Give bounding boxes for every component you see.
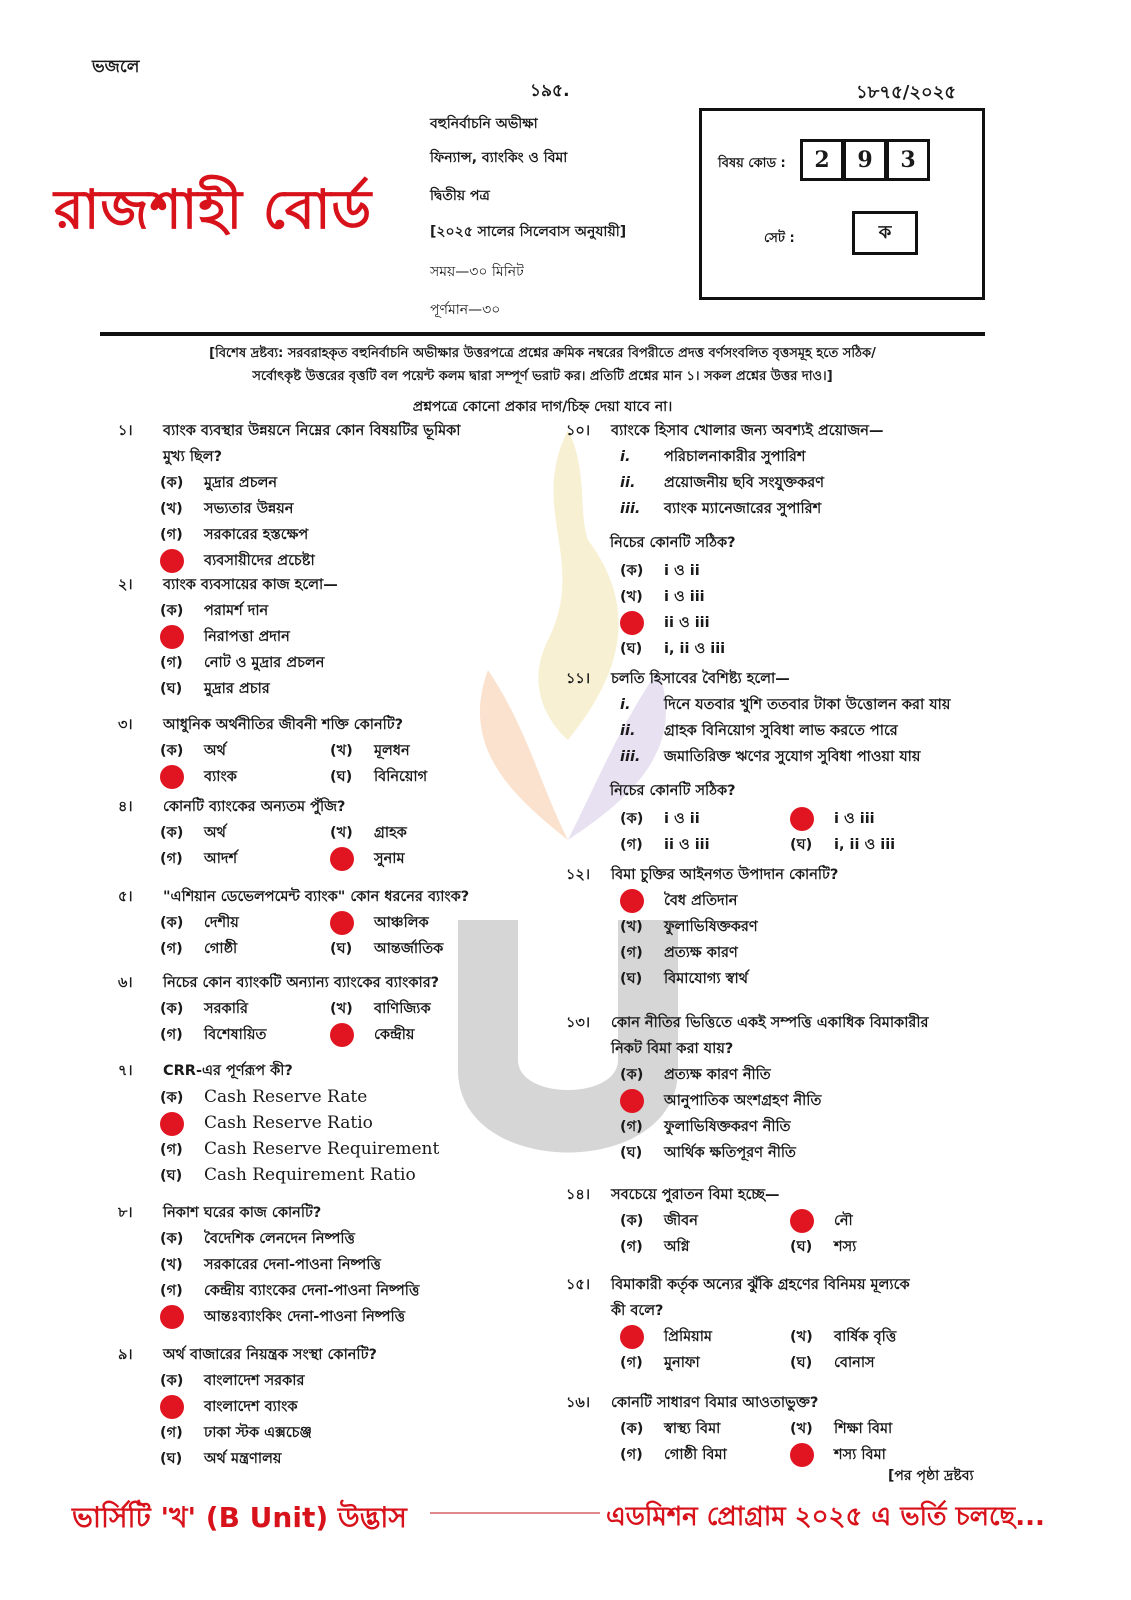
question-number: ৪। [118,799,133,815]
option-text: সভ্যতার উন্নয়ন [204,501,294,517]
option-item [620,806,700,832]
option-label: (ঘ) [790,1355,813,1371]
option-item [160,936,237,962]
question-number: ৫। [118,889,133,905]
question-text: কোনটি ব্যাংকের অন্যতম পুঁজি? [163,799,346,815]
subject-code-digit: 3 [886,139,930,181]
option-item [620,888,737,914]
board-title: রাজশাহী বোর্ড [54,178,373,241]
option-label: (ঘ) [160,1451,183,1467]
option-text: প্রত্যক্ষ কারণ [664,945,738,961]
question-text: বিমাকারী কর্তৃক অন্যের ঝুঁকি গ্রহণের বিনিময় মূল্যকে [611,1277,910,1293]
question-text: বিমা চুক্তির আইনগত উপাদান কোনটি? [611,867,839,883]
option-label: (খ) [620,919,643,935]
option-label: (খ) [160,501,183,517]
option-label: (গ) [160,1283,183,1299]
option-label: (গ) [160,527,183,543]
option-label: (গ) [160,1425,183,1441]
question-number: ১৬। [566,1395,591,1411]
option-label: (খ) [330,1001,353,1017]
question-number: ১৫। [566,1277,591,1293]
option-item [620,1140,796,1166]
option-text: দেশীয় [204,915,239,931]
option-item [160,624,290,650]
option-label: (গ) [620,1119,643,1135]
option-text: i ও iii [664,589,705,605]
option-label: (ক) [160,475,184,491]
subject-code-digit: 9 [843,139,887,181]
question-text: চলতি হিসাবের বৈশিষ্ট্য হলো— [611,671,790,687]
option-text: আদর্শ [204,851,238,867]
option-item [620,914,758,940]
option-text: আন্তর্জাতিক [374,941,444,957]
question-text: ব্যাংক ব্যবস্থার উন্নয়নে নিম্নের কোন বিষয়টির ভূমিকা [163,423,461,439]
footer-promo-left: ভার্সিটি 'খ' (B Unit) উদ্ভাস [72,1501,407,1534]
question-number: ৩। [118,717,133,733]
option-label: (ক) [160,825,184,841]
option-label: (গ) [620,1239,643,1255]
option-text: প্রত্যক্ষ কারণ নীতি [664,1067,771,1083]
divider [100,332,985,336]
filled-answer-bubble [160,625,184,649]
question-text: "এশিয়ান ডেভেলপমেন্ট ব্যাংক" কোন ধরনের ব্যাংক? [163,889,470,905]
option-text: আনুপাতিক অংশগ্রহণ নীতি [664,1093,822,1109]
statement-text: জমাতিরিক্ত ঋণের সুযোগ সুবিধা পাওয়া যায় [664,749,921,765]
option-item [620,636,725,662]
option-item [620,1350,700,1376]
option-text: Cash Reserve Ratio [204,1113,373,1133]
option-label: (গ) [160,851,183,867]
option-item [160,1084,367,1111]
option-text: ii ও iii [664,615,710,631]
option-item [790,1416,892,1442]
option-text: অর্থ [204,825,226,841]
option-text: বাংলাদেশ সরকার [204,1373,305,1389]
option-text: শিক্ষা বিমা [834,1421,893,1437]
option-text: ফুলাভিষিক্তকরণ [664,919,758,935]
option-label: (ঘ) [330,769,353,785]
option-item [620,584,705,610]
question-number: ১৪। [566,1187,591,1203]
option-label: (খ) [790,1421,813,1437]
statement-item [620,470,824,496]
option-item [330,996,431,1022]
document-year: ১৮৭৫/২০২৫ [856,82,957,103]
option-text: বিশেষায়িত [204,1027,267,1043]
option-text: পরামর্শ দান [204,603,269,619]
statement-text: ব্যাংক ম্যানেজারের সুপারিশ [664,501,822,517]
document-number: ১৯৫. [530,81,570,101]
instruction-line: [বিশেষ দ্রষ্টব্য: সরবরাহকৃত বহুনির্বাচনি অভীক্ষার উত্তরপত্রে প্রশ্নের ক্রমিক নম্বরের বিপরীতে প্রদত্ত বর্ণসংবলিত বৃত্তসমূহ হতে সঠিক/ [209,346,876,361]
option-label: (গ) [620,1447,643,1463]
option-item [330,764,427,790]
question-number: ১০। [566,423,591,439]
option-text: বার্ষিক বৃত্তি [834,1329,897,1345]
option-label: (ঘ) [620,1145,643,1161]
option-item [620,1088,821,1114]
option-item [160,846,237,872]
option-label: (গ) [160,1142,183,1158]
option-text: গ্রাহক [374,825,407,841]
handwritten-note: ভজলে [92,57,140,77]
option-item [160,820,226,846]
option-item [160,1446,281,1472]
option-item [790,806,875,832]
question-text: ব্যাংকে হিসাব খোলার জন্য অবশ্যই প্রয়োজন— [611,423,884,439]
exam-type: বহুনির্বাচনি অভীক্ষা [430,116,538,132]
option-item [160,910,239,936]
statement-text: গ্রাহক বিনিয়োগ সুবিধা লাভ করতে পারে [664,723,898,739]
option-text: গোষ্ঠী [204,941,238,957]
option-text: i ও iii [834,811,875,827]
option-item [620,1062,771,1088]
question-prompt: নিচের কোনটি সঠিক? [610,783,736,799]
question-text: আধুনিক অর্থনীতির জীবনী শক্তি কোনটি? [163,717,404,733]
paper-number: দ্বিতীয় পত্র [430,188,490,204]
filled-answer-bubble [160,765,184,789]
option-label: (গ) [160,941,183,957]
question-text: ব্যাংক ব্যবসায়ের কাজ হলো— [163,577,338,593]
option-text: Cash Reserve Rate [204,1087,368,1107]
filled-answer-bubble [790,1209,814,1233]
option-item [160,1304,405,1330]
option-text: কেন্দ্রীয় ব্যাংকের দেনা-পাওনা নিষ্পত্তি [204,1283,420,1299]
filled-answer-bubble [330,911,354,935]
option-text: i ও ii [664,811,700,827]
option-item [330,910,429,936]
option-text: বোনাস [834,1355,875,1371]
option-item [620,1416,720,1442]
option-item [160,548,315,574]
question-text: নিকট বিমা করা যায়? [611,1041,734,1057]
option-text: কেন্দ্রীয় [374,1027,415,1043]
filled-answer-bubble [790,807,814,831]
instruction-warning: প্রশ্নপত্রে কোনো প্রকার দাগ/চিহ্ন দেয়া যাবে না। [412,399,673,415]
option-label: (খ) [620,589,643,605]
subject-code-box [699,108,985,300]
question-text: কী বলে? [611,1303,664,1319]
footer-promo-right: এডমিশন প্রোগ্রাম ২০২৫ এ ভর্তি চলছে... [606,1502,1045,1532]
option-text: Cash Requirement Ratio [204,1165,416,1185]
option-label: (ঘ) [330,941,353,957]
statement-item [620,496,821,522]
filled-answer-bubble [160,549,184,573]
option-item [620,610,710,636]
filled-answer-bubble [620,1089,644,1113]
option-label: (খ) [330,825,353,841]
statement-label: i. [620,449,631,465]
question-text: কোন নীতির ভিত্তিতে একই সম্পত্তি একাধিক বিমাকারীর [611,1015,929,1031]
option-item [620,940,738,966]
option-text: সুনাম [374,851,405,867]
option-text: শস্য [834,1239,857,1255]
option-item [330,738,410,764]
option-text: ii ও iii [664,837,710,853]
option-item [620,966,748,992]
option-text: i, ii ও iii [664,641,726,657]
filled-answer-bubble [620,611,644,635]
statement-item [620,744,920,770]
option-item [620,832,710,858]
option-text: ব্যাংক [204,769,237,785]
question-number: ২। [118,577,133,593]
option-item [620,1442,727,1468]
option-label: (ঘ) [620,971,643,987]
option-text: মুদ্রার প্রচার [204,681,270,697]
option-text: জীবন [664,1213,698,1229]
option-text: সরকারের দেনা-পাওনা নিষ্পত্তি [204,1257,381,1273]
option-label: (খ) [330,743,353,759]
option-item [330,1022,414,1048]
option-label: (ঘ) [790,1239,813,1255]
question-number: ১৩। [566,1015,591,1031]
option-label: (গ) [160,655,183,671]
option-label: (ক) [160,1090,184,1106]
option-item [330,846,405,872]
filled-answer-bubble [160,1305,184,1329]
option-item [620,1234,689,1260]
option-item [790,1324,896,1350]
option-label: (ঘ) [160,681,183,697]
option-text: শস্য বিমা [834,1447,886,1463]
question-number: ৮। [118,1205,133,1221]
option-label: (ক) [620,811,644,827]
instructions [100,342,985,388]
option-text: অগ্নি [664,1239,690,1255]
option-text: আন্তঃব্যাংকিং দেনা-পাওনা নিষ্পত্তি [204,1309,406,1325]
option-label: (ক) [620,1067,644,1083]
option-text: ঢাকা স্টক এক্সচেঞ্জ [204,1425,312,1441]
option-item [790,1350,875,1376]
option-label: (ক) [620,1421,644,1437]
subject-code-digit: 2 [800,139,844,181]
option-label: (ঘ) [160,1168,183,1184]
subject-name: ফিন্যান্স, ব্যাংকিং ও বিমা [430,150,568,166]
option-item [620,1114,791,1140]
option-text: প্রিমিয়াম [664,1329,712,1345]
option-text: নিরাপত্তা প্রদান [204,629,290,645]
option-text: নোট ও মুদ্রার প্রচলন [204,655,325,671]
option-label: (ক) [160,743,184,759]
question-number: ৭। [118,1063,133,1079]
statement-label: iii. [620,749,641,765]
question-prompt: নিচের কোনটি সঠিক? [610,535,736,551]
option-text: ব্যবসায়ীদের প্রচেষ্টা [204,553,315,569]
option-text: গোষ্ঠী বিমা [664,1447,727,1463]
statement-label: i. [620,697,631,713]
option-item [160,1136,439,1163]
option-label: (ক) [160,915,184,931]
option-item [790,1208,853,1234]
option-text: বিমাযোগ্য স্বার্থ [664,971,749,987]
option-text: বিনিয়োগ [374,769,428,785]
option-text: অর্থ মন্ত্রণালয় [204,1451,282,1467]
option-text: নৌ [834,1213,853,1229]
option-item [160,1162,416,1189]
option-text: ফুলাভিষিক্তকরণ নীতি [664,1119,791,1135]
option-item [620,558,700,584]
option-text: সরকারের হস্তক্ষেপ [204,527,309,543]
option-item [160,496,293,522]
option-text: আর্থিক ক্ষতিপূরণ নীতি [664,1145,796,1161]
set-label: সেট : [764,231,795,246]
option-item [160,598,268,624]
option-item [160,470,277,496]
filled-answer-bubble [160,1395,184,1419]
option-item [790,1234,856,1260]
option-item [160,1226,355,1252]
statement-text: দিনে যতবার খুশি ততবার টাকা উত্তোলন করা যায় [664,697,951,713]
option-text: i, ii ও iii [834,837,896,853]
question-number: ৬। [118,975,133,991]
option-item [160,996,248,1022]
filled-answer-bubble [620,1325,644,1349]
statement-item [620,692,950,718]
filled-answer-bubble [330,1023,354,1047]
option-label: (গ) [620,1355,643,1371]
next-page-note: [পর পৃষ্ঠা দ্রষ্টব্য [888,1468,974,1484]
footer-divider [430,1512,600,1514]
filled-answer-bubble [620,889,644,913]
option-label: (গ) [160,1027,183,1043]
full-marks: পূর্ণমান—৩০ [430,302,501,318]
option-label: (গ) [620,837,643,853]
option-item [160,1110,373,1136]
option-item [160,1394,297,1420]
option-text: বৈধ প্রতিদান [664,893,738,909]
question-text: নিকাশ ঘরের কাজ কোনটি? [163,1205,322,1221]
option-item [160,738,226,764]
option-label: (ক) [160,603,184,619]
question-text: অর্থ বাজারের নিয়ন্ত্রক সংস্থা কোনটি? [163,1347,377,1363]
option-item [160,676,270,702]
question-number: ১। [118,423,133,439]
filled-answer-bubble [790,1443,814,1467]
option-text: i ও ii [664,563,700,579]
option-label: (গ) [620,945,643,961]
statement-label: ii. [620,723,636,739]
syllabus-note: [২০২৫ সালের সিলেবাস অনুযায়ী] [430,224,627,240]
filled-answer-bubble [160,1112,184,1136]
statement-text: পরিচালনাকারীর সুপারিশ [664,449,806,465]
question-text: CRR-এর পূর্ণরূপ কী? [163,1063,293,1079]
instruction-line: সর্বোৎকৃষ্ট উত্তরের বৃত্তটি বল পয়েন্ট কলম দ্বারা সম্পূর্ণ ভরাট কর। প্রতিটি প্রশ্নের মান ১। সকল প্রশ্নের উত্তর দাও।] [252,369,833,384]
option-text: স্বাস্থ্য বিমা [664,1421,721,1437]
subject-code-label: বিষয় কোড : [718,156,786,171]
statement-label: iii. [620,501,641,517]
question-text: নিচের কোন ব্যাংকটি অন্যান্য ব্যাংকের ব্যাংকার? [163,975,440,991]
option-item [330,820,407,846]
option-text: মূলধন [374,743,410,759]
option-text: সরকারি [204,1001,249,1017]
statement-item [620,718,898,744]
option-item [620,1324,712,1350]
option-text: Cash Reserve Requirement [204,1139,440,1159]
question-number: ৯। [118,1347,133,1363]
option-item [160,1252,381,1278]
time-limit: সময়—৩০ মিনিট [430,264,524,280]
option-item [160,1278,419,1304]
option-item [160,1368,304,1394]
option-item [160,522,308,548]
question-text: মুখ্য ছিল? [163,449,222,465]
option-item [330,936,443,962]
option-item [790,1442,886,1468]
statement-label: ii. [620,475,636,491]
statement-item [620,444,806,470]
option-text: মুনাফা [664,1355,700,1371]
option-item [160,1022,266,1048]
option-label: (ঘ) [620,641,643,657]
option-text: বাংলাদেশ ব্যাংক [204,1399,298,1415]
option-text: বৈদেশিক লেনদেন নিষ্পত্তি [204,1231,355,1247]
option-text: বাণিজ্যিক [374,1001,431,1017]
option-text: মুদ্রার প্রচলন [204,475,278,491]
option-label: (খ) [160,1257,183,1273]
option-label: (ক) [620,1213,644,1229]
option-label: (ঘ) [790,837,813,853]
option-text: অর্থ [204,743,226,759]
option-item [620,1208,698,1234]
question-text: কোনটি সাধারণ বিমার আওতাভুক্ত? [611,1395,819,1411]
option-item [790,832,895,858]
set-value: ক [852,211,918,255]
option-item [160,650,324,676]
option-item [160,764,237,790]
option-text: আঞ্চলিক [374,915,429,931]
option-label: (ক) [620,563,644,579]
statement-text: প্রয়োজনীয় ছবি সংযুক্তকরণ [664,475,824,491]
question-number: ১১। [566,671,591,687]
option-item [160,1420,312,1446]
option-label: (ক) [160,1373,184,1389]
filled-answer-bubble [330,847,354,871]
option-label: (খ) [790,1329,813,1345]
option-label: (ক) [160,1231,184,1247]
question-text: সবচেয়ে পুরাতন বিমা হচ্ছে— [611,1187,780,1203]
option-label: (ক) [160,1001,184,1017]
question-number: ১২। [566,867,591,883]
